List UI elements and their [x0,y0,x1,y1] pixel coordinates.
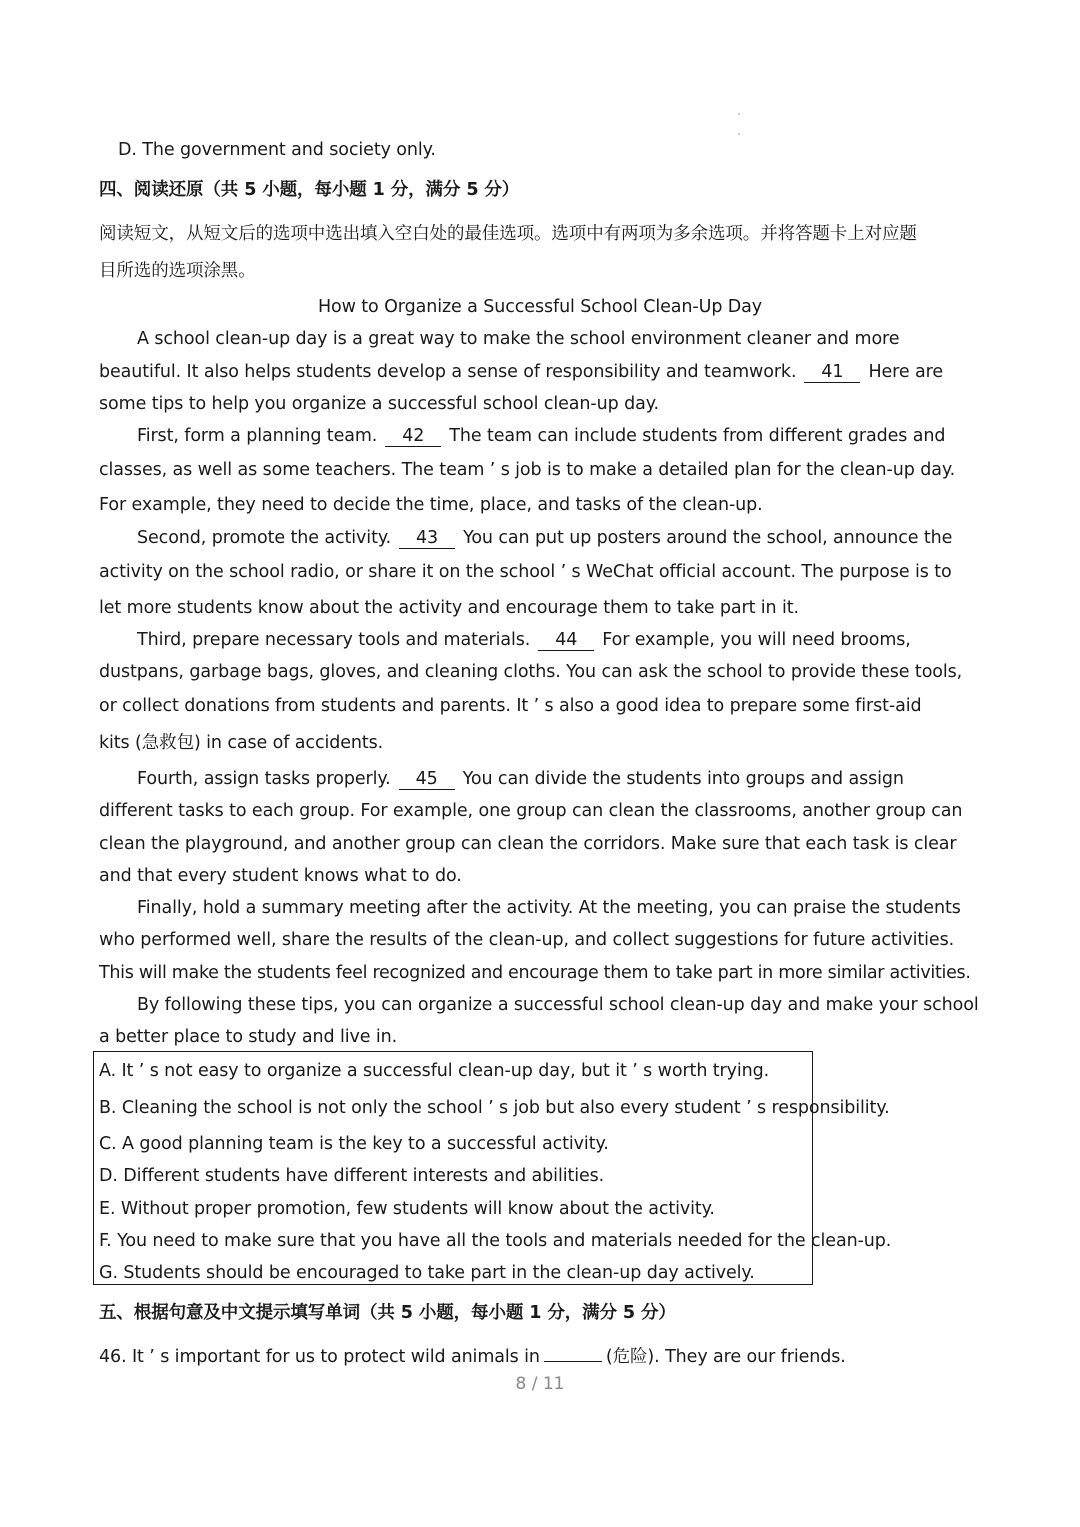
p5-line-3: clean the playground, and another group can clean the corridors. Make sure that each task is clear [99,834,957,854]
prev-option-d: D. The government and society only. [118,140,436,160]
p6-line-2: who performed well, share the results of the clean-up, and collect suggestions for future activities. [99,930,955,950]
option-f[interactable]: F. You need to make sure that you have all the tools and materials needed for the clean-up. [99,1231,892,1251]
p4-text-b: For example, you will need brooms, [602,630,911,650]
p6-line-1: Finally, hold a summary meeting after the activity. At the meeting, you can praise the students [137,898,961,918]
p2-line-2: classes, as well as some teachers. The team ’ s job is to make a detailed plan for the clean-up day. [99,460,956,480]
p1-line-1: A school clean-up day is a great way to make the school environment cleaner and more [137,329,900,349]
p1-text-a: beautiful. It also helps students develop a sense of responsibility and teamwork. [99,362,797,382]
blank-45[interactable]: 45 [399,769,455,790]
p4-line-1 [137,629,1037,651]
p7-line-2: a better place to study and live in. [99,1027,398,1047]
p5-text-b: You can divide the students into groups and assign [462,769,904,789]
answer-blank-46[interactable] [544,1345,602,1362]
p5-line-4: and that every student knows what to do. [99,866,462,886]
instruction-line-2: 目所选的选项涂黑。 [99,261,256,281]
blank-42[interactable]: 42 [385,426,441,447]
q46-text-b: (危险). They are our friends. [605,1347,846,1367]
p3-line-2: activity on the school radio, or share it on the school ’ s WeChat official account. The purpose is to [99,562,952,582]
blank-41[interactable]: 41 [804,362,860,383]
p4-line-3: or collect donations from students and parents. It ’ s also a good idea to prepare some first-aid [99,696,922,716]
p4-line-2: dustpans, garbage bags, gloves, and cleaning cloths. You can ask the school to provide these tools, [99,662,963,682]
section5-heading: 五、根据句意及中文提示填写单词（共 5 小题，每小题 1 分，满分 5 分） [99,1303,676,1323]
blank-44[interactable]: 44 [538,630,594,651]
q46-text-a: 46. It ’ s important for us to protect wild animals in [99,1347,540,1367]
p2-line-3: For example, they need to decide the time, place, and tasks of the clean-up. [99,495,763,515]
p3-text-b: You can put up posters around the school, announce the [463,528,953,548]
p5-line-2: different tasks to each group. For example, one group can clean the classrooms, another group can [99,801,963,821]
p4-text-a: Third, prepare necessary tools and materials. [137,630,531,650]
option-a[interactable]: A. It ’ s not easy to organize a successful clean-up day, but it ’ s worth trying. [99,1061,770,1081]
scan-speck [738,133,740,135]
p6-line-3: This will make the students feel recognized and encourage them to take part in more similar activities. [99,963,971,983]
option-e[interactable]: E. Without proper promotion, few students will know about the activity. [99,1199,715,1219]
p1-text-b: Here are [868,362,944,382]
instruction-line-1: 阅读短文，从短文后的选项中选出填入空白处的最佳选项。选项中有两项为多余选项。并将答题卡上对应题 [99,224,917,244]
passage-title: How to Organize a Successful School Clean-Up Day [317,297,763,317]
option-b[interactable]: B. Cleaning the school is not only the school ’ s job but also every student ’ s responsibility. [99,1098,890,1118]
p3-line-3: let more students know about the activity and encourage them to take part in it. [99,598,799,618]
option-g[interactable]: G. Students should be encouraged to take part in the clean-up day actively. [99,1263,755,1283]
p5-text-a: Fourth, assign tasks properly. [137,769,391,789]
p1-line-3: some tips to help you organize a successful school clean-up day. [99,394,659,414]
question-46 [99,1345,999,1368]
p1-line-2 [99,361,999,383]
p2-text-b: The team can include students from different grades and [449,426,946,446]
p2-text-a: First, form a planning team. [137,426,378,446]
p4-line-4: kits (急救包) in case of accidents. [99,733,384,753]
blank-43[interactable]: 43 [399,528,455,549]
p3-text-a: Second, promote the activity. [137,528,392,548]
p5-line-1 [137,768,1037,790]
p7-line-1: By following these tips, you can organize a successful school clean-up day and make your school [137,995,979,1015]
option-c[interactable]: C. A good planning team is the key to a successful activity. [99,1134,609,1154]
scan-speck [738,113,740,115]
section4-heading: 四、阅读还原（共 5 小题，每小题 1 分，满分 5 分） [99,180,520,200]
p3-line-1 [137,527,1037,549]
p2-line-1 [137,425,1037,447]
page-number: 8 / 11 [515,1374,565,1394]
option-d[interactable]: D. Different students have different interests and abilities. [99,1166,605,1186]
